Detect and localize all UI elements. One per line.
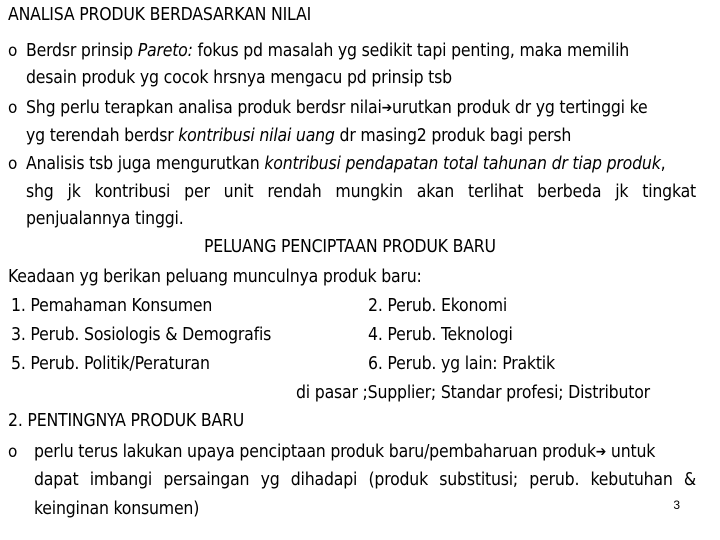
- factor-item: 5. Perub. Politik/Peraturan: [11, 354, 210, 374]
- paragraph-2-line-1: [26, 97, 647, 119]
- factor-item: 1. Pemahaman Konsumen: [11, 296, 213, 316]
- bullet-marker: o: [8, 154, 18, 174]
- paragraph-4-line-3: keinginan konsumen): [34, 499, 200, 519]
- page-number: 3: [673, 498, 680, 512]
- p2-text: Shg perlu terapkan analisa produk berdsr nilai: [26, 98, 382, 118]
- factor-item: 6. Perub. yg lain: Praktik: [368, 354, 555, 374]
- p4-text-2: untuk: [606, 442, 656, 462]
- paragraph-3-line-3: penjualannya tinggi.: [26, 209, 184, 229]
- factor-item-continuation: di pasar ;Supplier; Standar profesi; Distributor: [296, 383, 650, 403]
- bullet-marker: o: [8, 41, 18, 61]
- paragraph-4-line-2: dapat imbangi persaingan yg dihadapi (produk substitusi; perub. kebutuhan &: [34, 470, 696, 490]
- paragraph-1-line-2: desain produk yg cocok hrsnya mengacu pd prinsip tsb: [26, 68, 452, 88]
- bullet-marker: o: [8, 442, 18, 462]
- p3-text-2: ,: [660, 154, 666, 174]
- intro-text: Keadaan yg berikan peluang munculnya produk baru:: [8, 267, 422, 287]
- slide-title: ANALISA PRODUK BERDASARKAN NILAI: [8, 5, 312, 25]
- paragraph-1-line-1: [26, 40, 629, 62]
- section-heading: 2. PENTINGNYA PRODUK BARU: [8, 411, 245, 431]
- bullet-marker: o: [8, 98, 18, 118]
- section-subtitle: PELUANG PENCIPTAAN PRODUK BARU: [204, 237, 496, 257]
- right-arrow-icon: ➔: [381, 100, 393, 116]
- p1-emphasis: Pareto:: [137, 41, 193, 61]
- factor-item: 2. Perub. Ekonomi: [368, 296, 508, 316]
- paragraph-4-line-1: [34, 441, 655, 463]
- p2-emphasis: kontribusi nilai uang: [178, 126, 335, 146]
- p2-text-2: urutkan produk dr yg tertinggi ke: [392, 98, 648, 118]
- factor-item: 4. Perub. Teknologi: [368, 325, 513, 345]
- paragraph-3-line-1: [26, 153, 665, 175]
- p1-text-2: fokus pd masalah yg sedikit tapi penting, maka memilih: [192, 41, 630, 61]
- p3-text: Analisis tsb juga mengurutkan: [26, 154, 265, 174]
- right-arrow-icon: ➔: [595, 444, 607, 460]
- p4-text: perlu terus lakukan upaya penciptaan produk baru/pembaharuan produk: [34, 442, 596, 462]
- factor-item: 3. Perub. Sosiologis & Demografis: [11, 325, 272, 345]
- p3-emphasis: kontribusi pendapatan total tahunan dr tiap produk: [264, 154, 661, 174]
- paragraph-3-line-2: shg jk kontribusi per unit rendah mungkin akan terlihat berbeda jk tingkat: [26, 182, 696, 202]
- paragraph-2-line-2: [26, 125, 571, 147]
- p2-cont-2: dr masing2 produk bagi persh: [334, 126, 572, 146]
- p2-cont: yg terendah berdsr: [26, 126, 179, 146]
- p1-text: Berdsr prinsip: [26, 41, 138, 61]
